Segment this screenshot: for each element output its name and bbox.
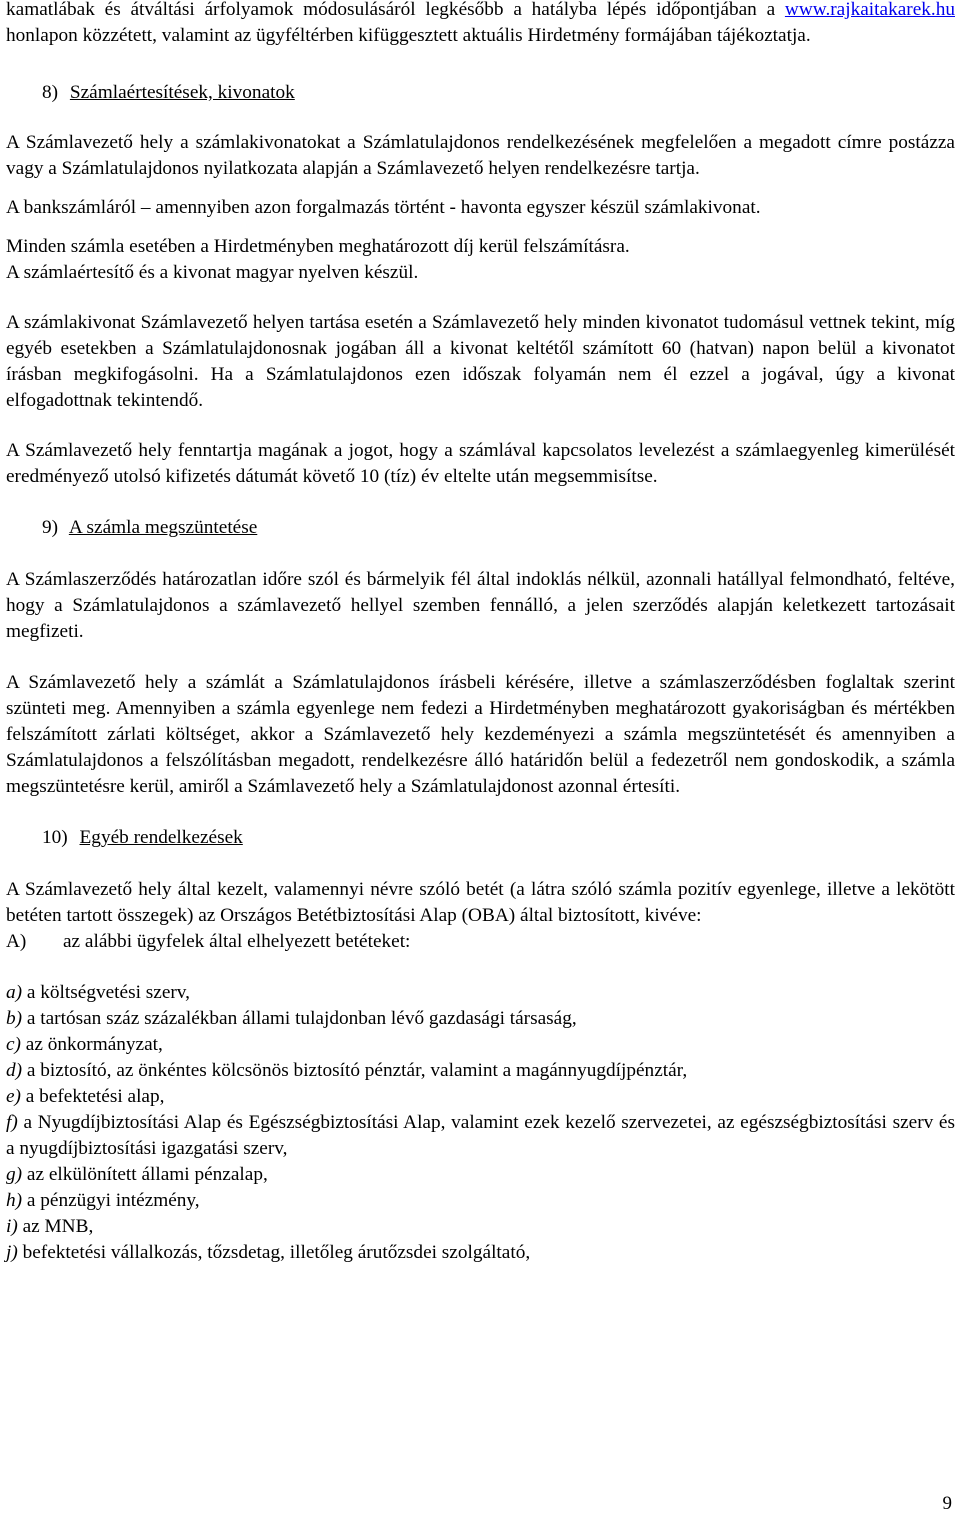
list-item-text: a Nyugdíjbiztosítási Alap és Egészségbiztosítási Alap, valamint ezek kezelő szervezetei, az egészségbiztosítási szerv és a nyugdíjbiztosítási igazgatási szerv, — [6, 1112, 955, 1159]
list-item-text: a pénzügyi intézmény, — [22, 1190, 200, 1211]
point-a-text: az alábbi ügyfelek által elhelyezett betéteket: — [63, 931, 411, 952]
point-a-letter: A) — [6, 931, 27, 952]
website-link[interactable]: www.rajkaitakarek.hu — [784, 0, 955, 20]
list-item — [6, 1188, 955, 1214]
list-item-letter: e) — [6, 1086, 21, 1107]
list-item-text: a biztosító, az önkéntes kölcsönös biztosító pénztár, valamint a magánnyugdíjpénztár, — [22, 1060, 688, 1081]
list-item-text: az elkülönített állami pénzalap, — [22, 1164, 268, 1185]
list-item — [6, 1058, 955, 1084]
document-page — [6, 0, 955, 1266]
section-10-number: 10) — [42, 827, 68, 848]
section-8-paragraph-4: A számlakivonat Számlavezető helyen tartása esetén a Számlavezető hely minden kivonatot tudomásul vettnek tekint, míg egyéb esetekben a Számlatulajdonosnak jogában áll a kivonat keltétől számított 60 (hatvan) napon belül a kivonatot írásban megkifogásolni. Ha a Számlatulajdonos ezen időszak folyamán nem él ezzel a jogával, úgy a kivonat elfogadottnak tekintendő. — [6, 312, 955, 411]
list-item-text: befektetési vállalkozás, tőzsdetag, illetőleg árutőzsdei szolgáltató, — [17, 1242, 531, 1263]
list-item — [6, 1032, 955, 1058]
list-item — [6, 1006, 955, 1032]
list-item — [6, 1162, 955, 1188]
section-8-paragraph-3b: A számlaértesítő és a kivonat magyar nyelven készül. — [6, 262, 419, 283]
list-item-text: a befektetési alap, — [20, 1086, 165, 1107]
section-9-number: 9) — [42, 517, 59, 538]
list-item-letter: h) — [6, 1190, 23, 1211]
list-item — [6, 1214, 955, 1240]
list-item-text: az önkormányzat, — [20, 1034, 163, 1055]
section-8-paragraph-5: A Számlavezető hely fenntartja magának a jogot, hogy a számlával kapcsolatos levelezést a számlaegyenleg kimerülését eredményező utolsó kifizetés dátumát követő 10 (tíz) év eltelte után megsemmisítse. — [6, 440, 955, 487]
list-item-letter: g) — [6, 1164, 23, 1185]
section-8-title: Számlaértesítések, kivonatok — [69, 82, 295, 103]
section-8-paragraph-2: A bankszámláról – amennyiben azon forgalmazás történt - havonta egyszer készül számlakivonat. — [6, 197, 761, 218]
intro-paragraph — [6, 0, 955, 49]
section-10-title: Egyéb rendelkezések — [79, 827, 243, 848]
section-9-title: A számla megszüntetése — [68, 517, 258, 538]
list-item — [6, 1110, 955, 1162]
section-9-paragraph-2: A Számlavezető hely a számlát a Számlatulajdonos írásbeli kérésére, illetve a számlaszerződésben foglaltak szerint szünteti meg. Amennyiben a számla egyenlege nem fedezi a Hirdetményben meghatározott gyakoriságban és mértékben felszámított zárlati költséget, akkor a Számlavezető hely kezdeményezi a számla megszüntetését és amennyiben a Számlatulajdonos a felszólításban megadott, rendelkezésre álló határidőn belül a fedezetről nem gondoskodik, a számla megszüntetésre kerül, amiről a Számlavezető hely a Számlatulajdonost azonnal értesíti. — [6, 672, 955, 797]
intro-text-after-link: honlapon közzétett, valamint az ügyféltérben kifüggesztett aktuális Hirdetmény formájában tájékoztatja. — [6, 25, 811, 46]
section-8-paragraph-3a: Minden számla esetében a Hirdetményben meghatározott díj kerül felszámításra. — [6, 236, 630, 257]
list-item-letter: d) — [6, 1060, 23, 1081]
list-item — [6, 980, 955, 1006]
section-8-number: 8) — [42, 82, 59, 103]
list-item-letter: c) — [6, 1034, 21, 1055]
page-number: 9 — [942, 1493, 952, 1514]
list-item-letter: i) — [6, 1216, 18, 1237]
list-item-letter: b) — [6, 1008, 23, 1029]
list-item-letter: j) — [6, 1242, 18, 1263]
section-10-point-a — [6, 929, 955, 955]
list-item — [6, 1084, 955, 1110]
section-10-heading — [6, 825, 955, 851]
section-9-paragraph-1: A Számlaszerződés határozatlan időre szól és bármelyik fél által indoklás nélkül, azonnali hatállyal felmondható, feltéve, hogy a Számlatulajdonos a számlavezető hellyel szemben fennálló, a jelen szerződés alapján keletkezett tartozásait megfizeti. — [6, 569, 955, 642]
list-item-letter: f) — [6, 1112, 18, 1133]
list-item — [6, 1240, 955, 1266]
section-9-heading — [6, 515, 955, 541]
intro-text-before-link: kamatlábak és átváltási árfolyamok módosulásáról legkésőbb a hatályba lépés időpontjában a — [6, 0, 776, 20]
section-8-paragraph-1: A Számlavezető hely a számlakivonatokat a Számlatulajdonos rendelkezésének megfelelően a megadott címre postázza vagy a Számlatulajdonos nyilatkozata alapján a Számlavezető helyen rendelkezésre tartja. — [6, 132, 955, 179]
list-item-text: a tartósan száz százalékban állami tulajdonban lévő gazdasági társaság, — [22, 1008, 577, 1029]
list-item-letter: a) — [6, 982, 23, 1003]
section-8-heading — [6, 80, 955, 106]
list-item-text: az MNB, — [17, 1216, 94, 1237]
section-10-paragraph-1: A Számlavezető hely által kezelt, valamennyi névre szóló betét (a látra szóló számla pozitív egyenlege, illetve a lekötött betéten tartott összegek) az Országos Betétbiztosítási Alap (OBA) által biztosított, kivéve: — [6, 879, 955, 926]
exemption-list — [6, 980, 955, 1266]
list-item-text: a költségvetési szerv, — [22, 982, 191, 1003]
